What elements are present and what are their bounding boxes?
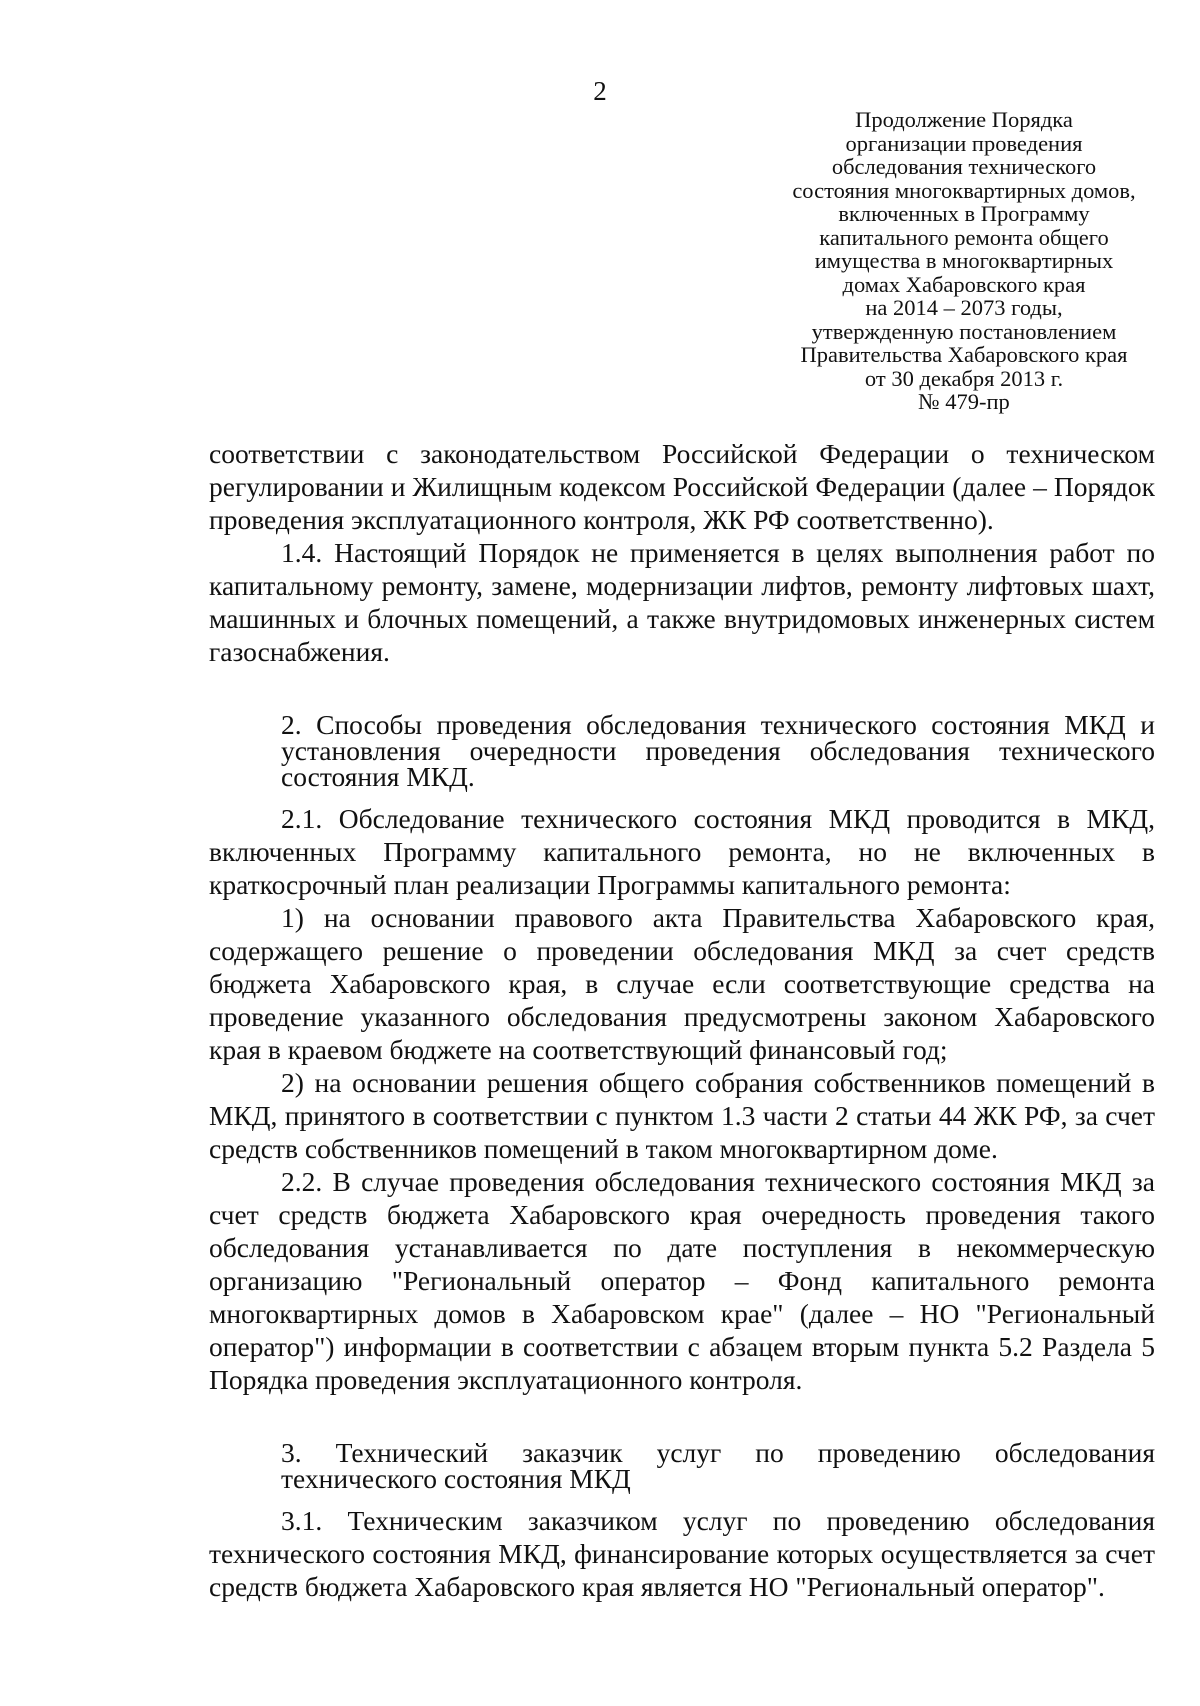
paragraph: 1.4. Настоящий Порядок не применяется в целях выполнения работ по капитальному ремонту, замене, модернизации лифтов, ремонту лифтовых шахт, машинных и блочных помещений, а также внутридомовых инженерных систем газоснабжения. <box>209 537 1155 667</box>
paragraph: 3.1. Техническим заказчиком услуг по проведению обследования технического состояния МКД, финансирование которых осуществляется за счет средств бюджета Хабаровского края является НО "Региональный оператор". <box>209 1505 1155 1602</box>
list-item: 2) на основании решения общего собрания собственников помещений в МКД, принятого в соответствии с пунктом 1.3 части 2 статьи 44 ЖК РФ, за счет средств собственников помещений в таком многоквартирном доме. <box>209 1067 1155 1164</box>
header-line: утвержденную постановлением <box>811 318 1117 344</box>
list-item: 1) на основании правового акта Правительства Хабаровского края, содержащего решение о проведении обследования МКД за счет средств бюджета Хабаровского края, в случае если соответствующие средства на проведение указанного обследования предусмотрены законом Хабаровского края в краевом бюджете на соответствующий финансовый год; <box>209 902 1155 1065</box>
header-line: включенных в Программу <box>838 201 1090 226</box>
header-line: состояния многоквартирных домов, <box>792 177 1136 203</box>
document-body <box>209 437 1155 1603</box>
header-line: организации проведения <box>845 130 1083 156</box>
header-line: Продолжение Порядка <box>855 107 1073 132</box>
document-header <box>778 108 1150 414</box>
section-heading: 2. Способы проведения обследования технического состояния МКД и установления очередности проведения обследования технического состояния МКД. <box>281 709 1155 792</box>
section-heading: 3. Технический заказчик услуг по проведению обследования технического состояния МКД <box>281 1437 1155 1494</box>
header-line: на 2014 – 2073 годы, <box>865 295 1063 320</box>
header-line: Правительства Хабаровского края <box>800 342 1128 367</box>
paragraph: соответствии с законодательством Российской Федерации о техническом регулировании и Жилищным кодексом Российской Федерации (далее – Порядок проведения эксплуатационного контроля, ЖК РФ соответственно). <box>209 438 1155 535</box>
header-line: обследования технического <box>831 154 1097 179</box>
paragraph: 2.2. В случае проведения обследования технического состояния МКД за счет средств бюджета Хабаровского края очередность проведения такого обследования устанавливается по дате поступления в некоммерческую организацию "Региональный оператор – Фонд капитального ремонта многоквартирных домов в Хабаровском крае" (далее – НО "Региональный оператор") информации в соответствии с абзацем вторым пункта 5.2 Раздела 5 Порядка проведения эксплуатационного контроля. <box>209 1166 1155 1395</box>
header-line: № 479-пр <box>918 389 1010 414</box>
header-line: капитального ремонта общего <box>819 224 1109 250</box>
paragraph: 2.1. Обследование технического состояния МКД проводится в МКД, включенных Программу капитального ремонта, но не включенных в краткосрочный план реализации Программы капитального ремонта: <box>209 803 1155 900</box>
header-line: домах Хабаровского края <box>842 271 1086 297</box>
page-number: 2 <box>593 76 607 106</box>
header-line: от 30 декабря 2013 г. <box>864 365 1064 391</box>
header-line: имущества в многоквартирных <box>814 248 1114 273</box>
